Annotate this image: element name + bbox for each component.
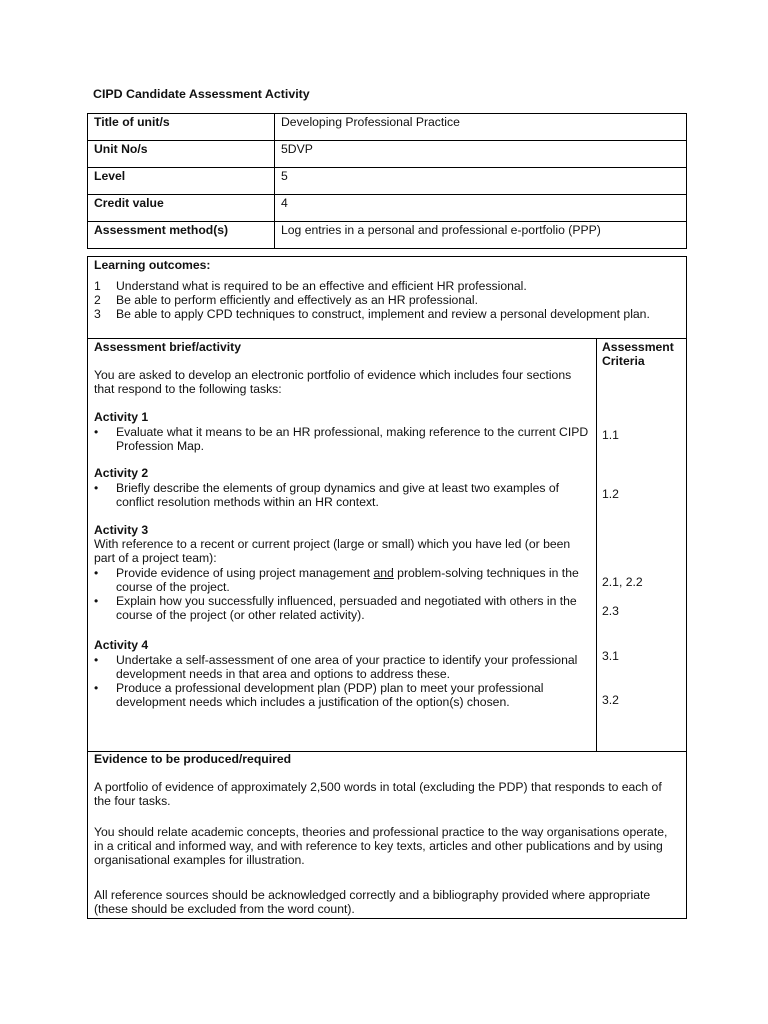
bullet-marker: • (94, 566, 99, 580)
assessment-criteria-heading: Assessment Criteria (602, 340, 674, 368)
list-item (94, 307, 654, 321)
list-item (94, 279, 654, 293)
activity-3-heading: Activity 3 (94, 523, 149, 537)
title-of-unit-value: Developing Professional Practice (275, 114, 687, 141)
assessment-method-value: Log entries in a personal and professional e-portfolio (PPP) (275, 222, 687, 249)
table-row (88, 222, 687, 249)
table-row (88, 141, 687, 168)
title-of-unit-label: Title of unit/s (88, 114, 275, 141)
activity-3-list (94, 566, 589, 622)
activity-2-task: Briefly describe the elements of group dynamics and give at least two examples of conflict resolution methods within an HR context. (116, 481, 560, 509)
evidence-section (87, 751, 687, 919)
assessment-brief-heading: Assessment brief/activity (94, 340, 241, 354)
brief-intro: You are asked to develop an electronic portfolio of evidence which includes four sections that respond to the following tasks: (94, 368, 572, 396)
evidence-paragraph-1: A portfolio of evidence of approximately 2,500 words in total (excluding the PDP) that responds to each of the four tasks. (94, 780, 662, 808)
list-item (94, 566, 589, 594)
unit-no-label: Unit No/s (88, 141, 275, 168)
activity-4-list (94, 653, 589, 709)
bullet-marker: • (94, 481, 99, 495)
task-text: Provide evidence of using project management (116, 566, 374, 580)
outcome-number: 3 (94, 307, 101, 321)
level-value: 5 (275, 168, 687, 195)
bullet-marker: • (94, 681, 99, 695)
list-item (94, 293, 654, 307)
table-row (88, 114, 687, 141)
outcome-text: Be able to apply CPD techniques to construct, implement and review a personal development plan. (116, 307, 650, 321)
activity-2-heading: Activity 2 (94, 466, 149, 480)
outcome-number: 1 (94, 279, 101, 293)
activity-1-heading: Activity 1 (94, 410, 149, 424)
credit-value-value: 4 (275, 195, 687, 222)
activity-4-heading: Activity 4 (94, 638, 149, 652)
criteria-2-1-2-2: 2.1, 2.2 (602, 575, 643, 589)
outcome-text: Understand what is required to be an effective and efficient HR professional. (116, 279, 527, 293)
assessment-brief-section (87, 338, 687, 752)
criteria-2-3: 2.3 (602, 604, 619, 618)
activity-3-task-1 (116, 566, 589, 594)
criteria-3-2: 3.2 (602, 693, 619, 707)
credit-value-label: Credit value (88, 195, 275, 222)
bullet-marker: • (94, 425, 99, 439)
criteria-3-1: 3.1 (602, 649, 619, 663)
task-text: problem-solving techniques in the course of the project. (116, 566, 579, 594)
assessment-method-label: Assessment method(s) (88, 222, 275, 249)
learning-outcomes-list (94, 279, 654, 321)
level-label: Level (88, 168, 275, 195)
bullet-marker: • (94, 594, 99, 608)
table-row (88, 195, 687, 222)
list-item (94, 481, 589, 509)
criteria-1-2: 1.2 (602, 487, 619, 501)
evidence-paragraph-2: You should relate academic concepts, theories and professional practice to the way organisations operate, in a critical and informed way, and with reference to key texts, articles and other publications and by using organisational examples for illustration. (94, 825, 668, 867)
list-item (94, 653, 589, 681)
document-title: CIPD Candidate Assessment Activity (93, 87, 310, 101)
activity-2-list (94, 481, 589, 509)
activity-4-task-2: Produce a professional development plan (PDP) plan to meet your professional development needs which includes a justification of the option(s) chosen. (116, 681, 544, 709)
column-divider (596, 339, 597, 751)
learning-outcomes-section (87, 256, 687, 339)
evidence-heading: Evidence to be produced/required (94, 752, 292, 766)
unit-details-table (87, 113, 687, 249)
learning-outcomes-heading: Learning outcomes: (94, 258, 211, 272)
activity-3-intro: With reference to a recent or current project (large or small) which you have led (or been part of a project team): (94, 537, 571, 565)
activity-1-task: Evaluate what it means to be an HR professional, making reference to the current CIPD Profession Map. (116, 425, 589, 453)
list-item (94, 425, 589, 453)
activity-3-task-2: Explain how you successfully influenced, persuaded and negotiated with others in the course of the project (or other related activity). (116, 594, 577, 622)
outcome-number: 2 (94, 293, 101, 307)
unit-no-value: 5DVP (275, 141, 687, 168)
list-item (94, 681, 589, 709)
criteria-1-1: 1.1 (602, 428, 619, 442)
table-row (88, 168, 687, 195)
activity-1-list (94, 425, 589, 453)
bullet-marker: • (94, 653, 99, 667)
list-item (94, 594, 589, 622)
activity-4-task-1: Undertake a self-assessment of one area of your practice to identify your professional development needs in that area and options to address these. (116, 653, 578, 681)
evidence-paragraph-3: All reference sources should be acknowledged correctly and a bibliography provided where appropriate (these should be excluded from the word count). (94, 888, 651, 916)
underlined-word: and (373, 566, 394, 580)
outcome-text: Be able to perform efficiently and effectively as an HR professional. (116, 293, 478, 307)
